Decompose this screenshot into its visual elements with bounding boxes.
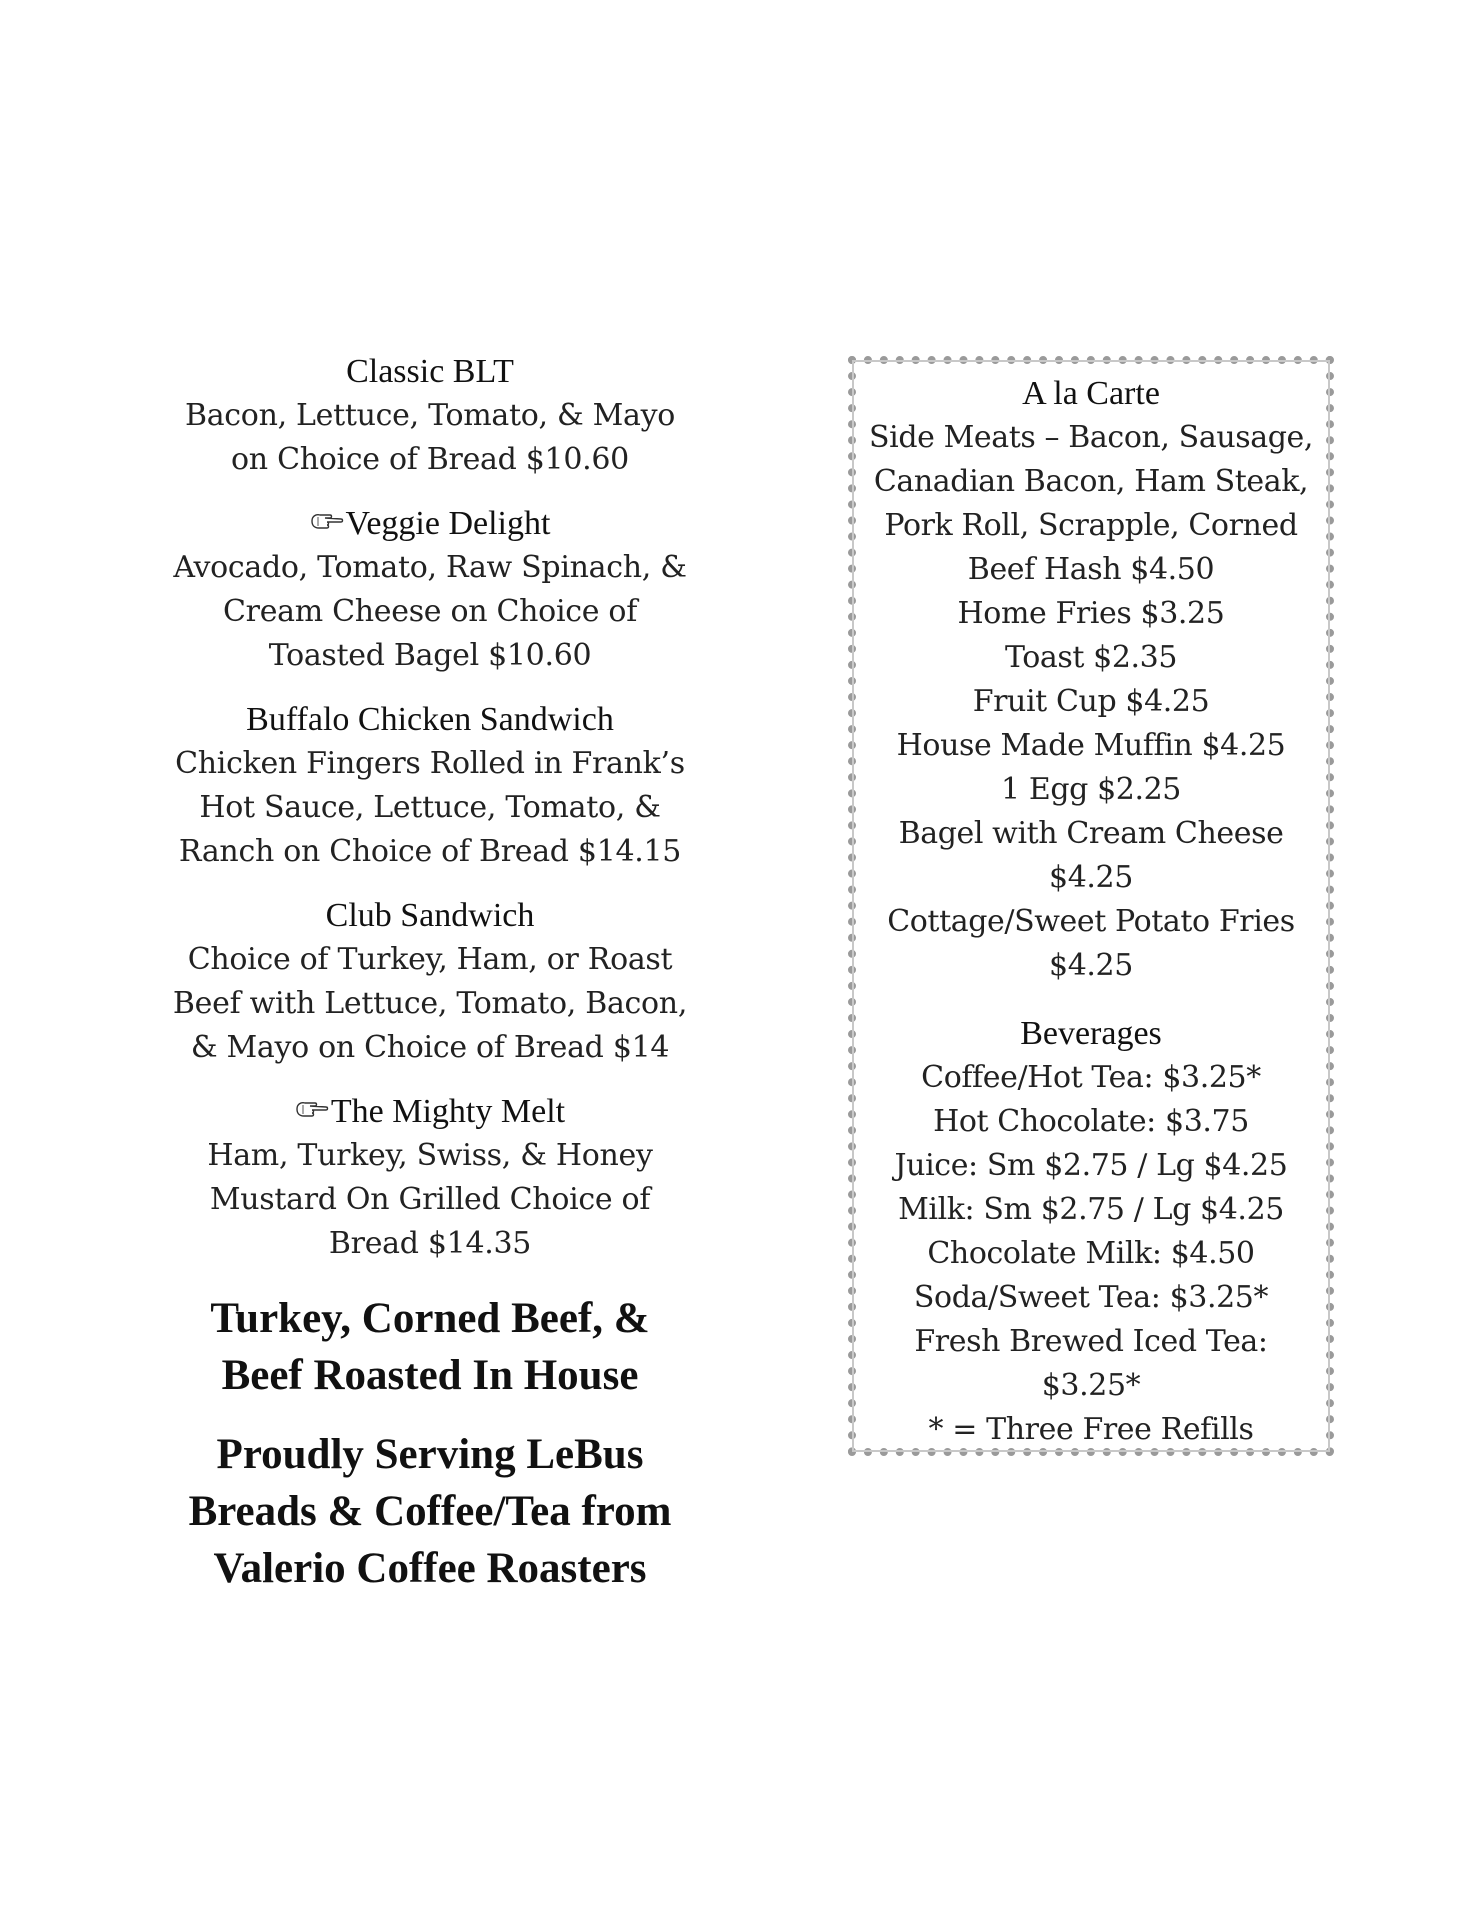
item-description-line: Beef with Lettuce, Tomato, Bacon, xyxy=(172,986,688,1021)
item-title-text: Buffalo Chicken Sandwich xyxy=(246,701,614,738)
menu-item-veggie-delight xyxy=(150,502,710,678)
item-title xyxy=(150,1090,710,1134)
item-description-line: Mustard On Grilled Choice of xyxy=(209,1182,651,1217)
menu-item-mighty-melt xyxy=(150,1090,710,1266)
beverage-line: Milk: Sm $2.75 / Lg $4.25 xyxy=(898,1192,1284,1227)
beverage-line: * = Three Free Refills xyxy=(928,1412,1254,1447)
item-description-line: & Mayo on Choice of Bread $14 xyxy=(190,1030,670,1065)
item-title xyxy=(150,502,710,546)
beverages-heading: Beverages xyxy=(1020,1015,1162,1052)
a-la-carte-line: $4.25 xyxy=(1049,948,1133,983)
menu-item-buffalo-chicken-sandwich xyxy=(150,698,710,874)
item-description-line: Cream Cheese on Choice of xyxy=(223,594,637,629)
item-title-text: The Mighty Melt xyxy=(330,1093,566,1130)
item-title-text: Club Sandwich xyxy=(325,897,535,934)
beverage-line: Coffee/Hot Tea: $3.25* xyxy=(921,1060,1261,1095)
a-la-carte-heading: A la Carte xyxy=(1022,375,1160,412)
item-description-line: Chicken Fingers Rolled in Frank’s xyxy=(175,746,685,781)
beverage-line: Chocolate Milk: $4.50 xyxy=(927,1236,1255,1271)
pointing-hand-icon xyxy=(295,1098,329,1120)
a-la-carte-line: Canadian Bacon, Ham Steak, xyxy=(873,464,1309,499)
a-la-carte-line: Fruit Cup $4.25 xyxy=(972,684,1210,719)
promo-proudly-serving xyxy=(150,1426,710,1597)
a-la-carte-line: $4.25 xyxy=(1049,860,1133,895)
beverage-line: Juice: Sm $2.75 / Lg $4.25 xyxy=(894,1148,1288,1183)
beverage-line: Hot Chocolate: $3.75 xyxy=(933,1104,1249,1139)
a-la-carte-box xyxy=(848,356,1334,1456)
item-description-line: Toasted Bagel $10.60 xyxy=(268,638,592,673)
a-la-carte-line: Cottage/Sweet Potato Fries xyxy=(887,904,1295,939)
item-description-line: Bread $14.35 xyxy=(328,1226,532,1261)
a-la-carte-line: Toast $2.35 xyxy=(1004,640,1178,675)
item-description-line: on Choice of Bread $10.60 xyxy=(231,442,629,477)
item-title-text: Veggie Delight xyxy=(345,505,551,542)
promo-line: Proudly Serving LeBus xyxy=(216,1431,644,1478)
a-la-carte-line: Pork Roll, Scrapple, Corned xyxy=(884,508,1298,543)
item-title-text: Classic BLT xyxy=(346,353,514,390)
item-title xyxy=(150,698,710,742)
item-description-line: Hot Sauce, Lettuce, Tomato, & xyxy=(199,790,661,825)
promo-line: Breads & Coffee/Tea from xyxy=(188,1488,672,1535)
a-la-carte-line: Beef Hash $4.50 xyxy=(967,552,1215,587)
a-la-carte-line: Bagel with Cream Cheese xyxy=(898,816,1284,851)
a-la-carte-line: House Made Muffin $4.25 xyxy=(896,728,1286,763)
item-title xyxy=(150,350,710,394)
a-la-carte-line: Side Meats – Bacon, Sausage, xyxy=(868,420,1314,455)
a-la-carte-line: Home Fries $3.25 xyxy=(957,596,1225,631)
promo-line: Turkey, Corned Beef, & xyxy=(210,1295,650,1342)
beverage-line: $3.25* xyxy=(1041,1368,1141,1403)
promo-line: Valerio Coffee Roasters xyxy=(213,1545,647,1592)
a-la-carte-line: 1 Egg $2.25 xyxy=(1001,772,1181,807)
promo-roasted-in-house xyxy=(150,1290,710,1404)
menu-item-classic-blt xyxy=(150,350,710,482)
sandwich-column xyxy=(150,350,710,1597)
item-description-line: Choice of Turkey, Ham, or Roast xyxy=(187,942,673,977)
item-description-line: Ham, Turkey, Swiss, & Honey xyxy=(207,1138,653,1173)
beverage-line: Fresh Brewed Iced Tea: xyxy=(914,1324,1268,1359)
item-description-line: Avocado, Tomato, Raw Spinach, & xyxy=(173,550,687,585)
pointing-hand-icon xyxy=(310,510,344,532)
item-description-line: Ranch on Choice of Bread $14.15 xyxy=(178,834,682,869)
promo-line: Beef Roasted In House xyxy=(221,1352,639,1399)
menu-item-club-sandwich xyxy=(150,894,710,1070)
item-title xyxy=(150,894,710,938)
item-description-line: Bacon, Lettuce, Tomato, & Mayo xyxy=(184,398,676,433)
beverage-line: Soda/Sweet Tea: $3.25* xyxy=(913,1280,1269,1315)
